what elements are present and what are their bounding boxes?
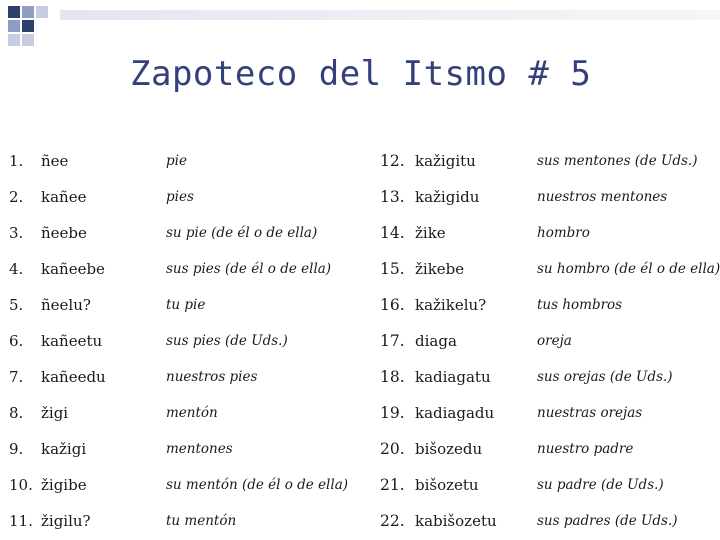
decor-square xyxy=(8,6,20,18)
entry-number: 2. xyxy=(9,188,24,206)
spanish-gloss: nuestros mentones xyxy=(537,189,668,205)
zapotec-word: kažigitu xyxy=(415,152,476,170)
slide-title: Zapoteco del Itsmo # 5 xyxy=(130,54,592,94)
spanish-gloss: pies xyxy=(166,189,194,205)
entry-number: 21. xyxy=(380,476,405,494)
decor-square xyxy=(36,6,48,18)
zapotec-word: žikebe xyxy=(415,260,465,278)
spanish-gloss: su padre (de Uds.) xyxy=(537,477,664,493)
spanish-gloss: sus orejas (de Uds.) xyxy=(537,369,673,385)
entry-number: 12. xyxy=(380,152,405,170)
entry-number: 22. xyxy=(380,512,405,530)
entry-number: 3. xyxy=(9,224,24,242)
zapotec-word: kadiagatu xyxy=(415,368,491,386)
entry-number: 5. xyxy=(9,296,24,314)
spanish-gloss: tu pie xyxy=(166,297,206,313)
spanish-gloss: su mentón (de él o de ella) xyxy=(166,477,349,493)
header-bar xyxy=(60,10,720,20)
spanish-gloss: mentón xyxy=(166,405,218,421)
zapotec-word: kañeebe xyxy=(41,260,105,278)
zapotec-word: ñeelu? xyxy=(41,296,91,314)
spanish-gloss: nuestras orejas xyxy=(537,405,643,421)
spanish-gloss: hombro xyxy=(537,225,590,241)
zapotec-word: kadiagadu xyxy=(415,404,495,422)
spanish-gloss: nuestro padre xyxy=(537,441,634,457)
entry-number: 13. xyxy=(380,188,405,206)
entry-number: 15. xyxy=(380,260,405,278)
entry-number: 20. xyxy=(380,440,405,458)
zapotec-word: kañeetu xyxy=(41,332,103,350)
entry-number: 18. xyxy=(380,368,405,386)
entry-number: 11. xyxy=(9,512,33,530)
spanish-gloss: sus pies (de Uds.) xyxy=(166,333,288,349)
spanish-gloss: sus padres (de Uds.) xyxy=(537,513,678,529)
spanish-gloss: su pie (de él o de ella) xyxy=(166,225,318,241)
entry-number: 16. xyxy=(380,296,405,314)
entry-number: 6. xyxy=(9,332,24,350)
spanish-gloss: pie xyxy=(166,153,187,169)
entry-number: 14. xyxy=(380,224,405,242)
spanish-gloss: tus hombros xyxy=(537,297,623,313)
decor-square xyxy=(22,34,34,46)
entry-number: 10. xyxy=(9,476,33,494)
zapotec-word: žigilu? xyxy=(41,512,91,530)
zapotec-word: žigi xyxy=(41,404,69,422)
zapotec-word: kažigi xyxy=(41,440,87,458)
entry-number: 4. xyxy=(9,260,24,278)
entry-number: 17. xyxy=(380,332,405,350)
entry-number: 1. xyxy=(9,152,24,170)
spanish-gloss: tu mentón xyxy=(166,513,237,529)
zapotec-word: kañeedu xyxy=(41,368,106,386)
zapotec-word: diaga xyxy=(415,332,457,350)
entry-number: 19. xyxy=(380,404,405,422)
zapotec-word: kažigidu xyxy=(415,188,480,206)
spanish-gloss: sus mentones (de Uds.) xyxy=(537,153,698,169)
zapotec-word: žike xyxy=(415,224,446,242)
spanish-gloss: su hombro (de él o de ella) xyxy=(537,261,720,277)
spanish-gloss: mentones xyxy=(166,441,233,457)
entry-number: 8. xyxy=(9,404,24,422)
spanish-gloss: sus pies (de él o de ella) xyxy=(166,261,332,277)
zapotec-word: kabišozetu xyxy=(415,512,497,530)
zapotec-word: kañee xyxy=(41,188,87,206)
zapotec-word: kažikelu? xyxy=(415,296,487,314)
entry-number: 9. xyxy=(9,440,24,458)
decor-square xyxy=(22,20,34,32)
entry-number: 7. xyxy=(9,368,24,386)
spanish-gloss: oreja xyxy=(537,333,572,349)
zapotec-word: bišozedu xyxy=(415,440,483,458)
zapotec-word: bišozetu xyxy=(415,476,479,494)
decor-square xyxy=(22,6,34,18)
zapotec-word: ñee xyxy=(41,152,69,170)
decor-square xyxy=(8,20,20,32)
zapotec-word: ñeebe xyxy=(41,224,87,242)
zapotec-word: žigibe xyxy=(41,476,87,494)
decor-square xyxy=(8,34,20,46)
spanish-gloss: nuestros pies xyxy=(166,369,258,385)
